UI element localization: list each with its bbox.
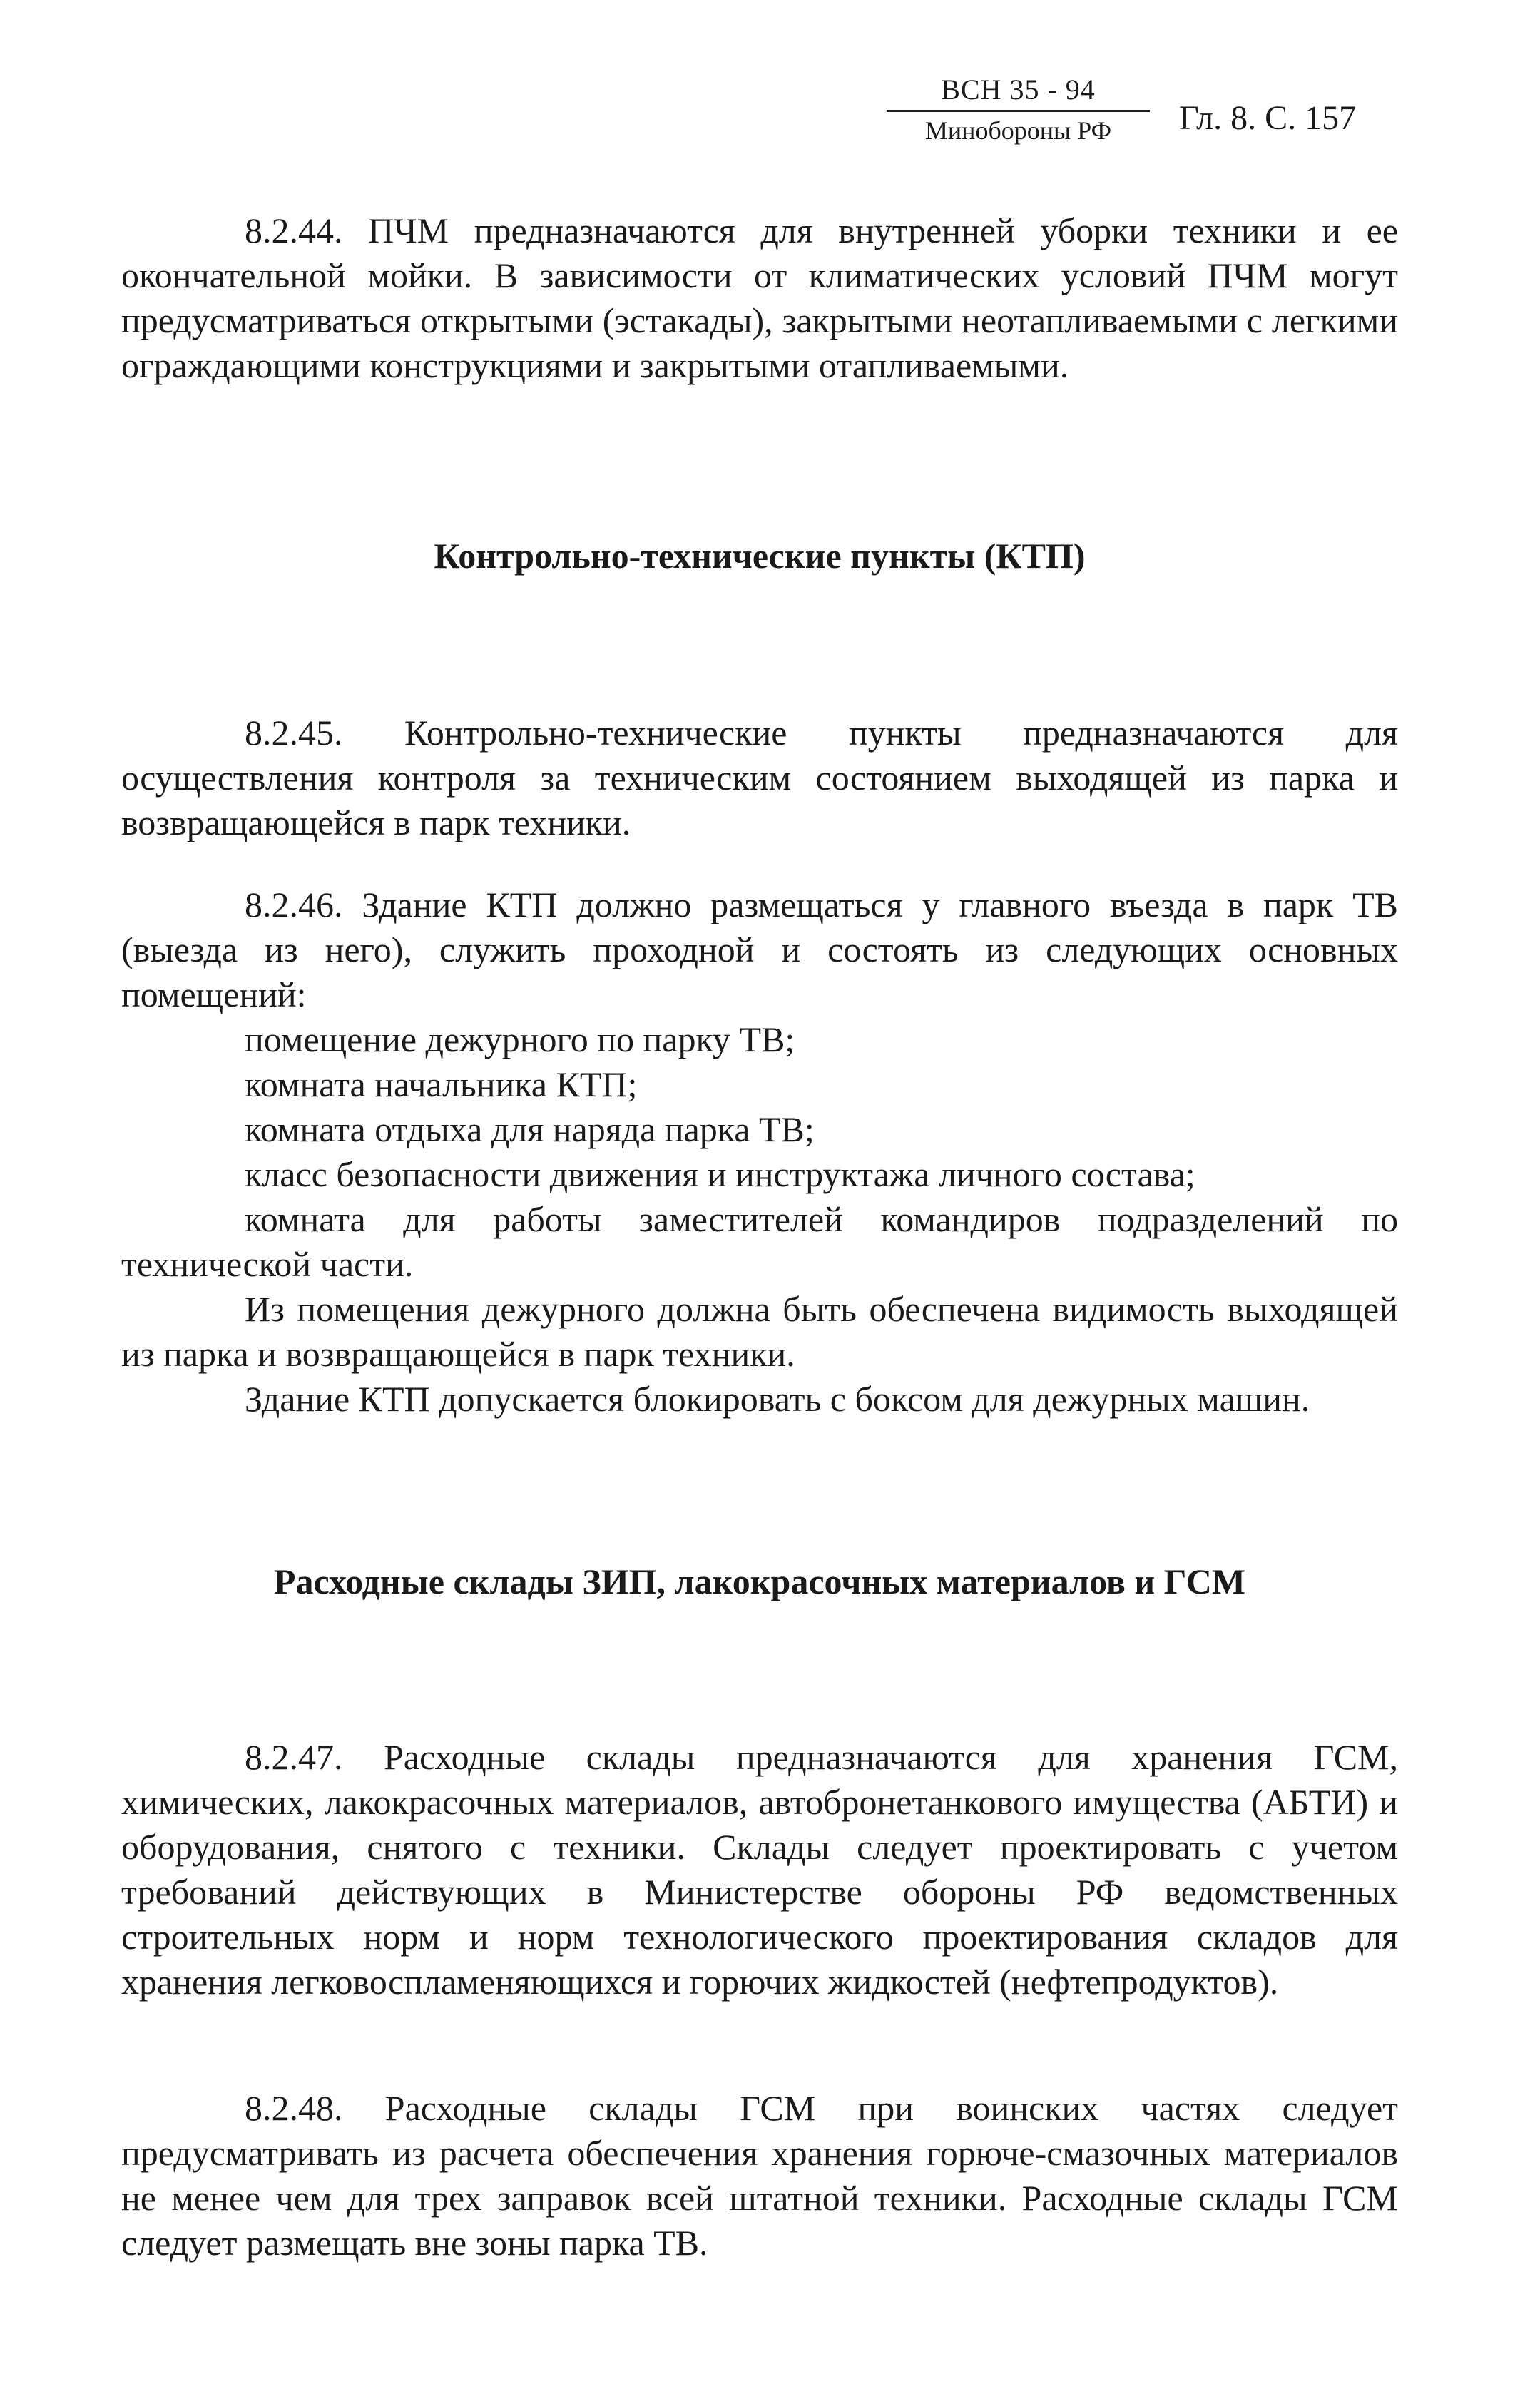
paragraph-8-2-44: 8.2.44. ПЧМ предназначаются для внутренней уборки техники и ее окончательной мойки. В зависимости от климатических условий ПЧМ могут предусматриваться открытыми (эстакады), закрытыми неотапливаемыми с легкими ограждающими конструкциями и закрытыми отапливаемыми.: [121, 210, 1398, 385]
room-item-last: комната для работы заместителей командиров подразделений по технической части.: [121, 1199, 1398, 1284]
room-item: комната начальника КТП;: [245, 1064, 638, 1104]
section-8-2-48: [121, 2086, 1398, 2266]
document-code: [881, 71, 1156, 148]
section-8-2-44: [121, 208, 1398, 388]
header-divider: [887, 110, 1150, 112]
page-header: [881, 71, 1494, 171]
paragraph-ktp-block: Здание КТП допускается блокировать с боксом для дежурных машин.: [245, 1379, 1310, 1419]
section-8-2-47: [121, 1735, 1398, 2005]
section-8-2-45: [121, 710, 1398, 845]
section-8-2-46: [121, 882, 1398, 1422]
heading-ktp: Контрольно-технические пункты (КТП): [434, 536, 1086, 576]
room-item: комната отдыха для наряда парка ТВ;: [245, 1109, 815, 1149]
document-code-number: ВСН 35 - 94: [941, 73, 1096, 106]
heading-warehouses: Расходные склады ЗИП, лакокрасочных материалов и ГСМ: [273, 1562, 1246, 1601]
chapter-page-number: Гл. 8. С. 157: [1179, 99, 1357, 137]
paragraph-visibility: Из помещения дежурного должна быть обеспечена видимость выходящей из парка и возвращающейся в парк техники.: [121, 1289, 1398, 1374]
paragraph-8-2-48: 8.2.48. Расходные склады ГСМ при воинских частях следует предусматривать из расчета обеспечения хранения горюче-смазочных материалов не менее чем для трех заправок всей штатной техники. Расходные склады ГСМ следует размещать вне зоны парка ТВ.: [121, 2088, 1398, 2263]
paragraph-8-2-46: 8.2.46. Здание КТП должно размещаться у главного въезда в парк ТВ (выезда из него), служить проходной и состоять из следующих основных помещений:: [121, 885, 1398, 1014]
room-item: класс безопасности движения и инструктажа личного состава;: [245, 1154, 1195, 1194]
paragraph-8-2-45: 8.2.45. Контрольно-технические пункты предназначаются для осуществления контроля за техническим состоянием выходящей из парка и возвращающейся в парк техники.: [121, 713, 1398, 842]
paragraph-8-2-47: 8.2.47. Расходные склады предназначаются для хранения ГСМ, химических, лакокрасочных материалов, автобронетанкового имущества (АБТИ) и оборудования, снятого с техники. Склады следует проектировать с учетом требований действующих в Министерстве обороны РФ ведомственных строительных норм и норм технологического проектирования складов для хранения легковоспламеняющихся и горючих жидкостей (нефтепродуктов).: [121, 1737, 1398, 2002]
document-issuer: Минобороны РФ: [924, 116, 1112, 145]
room-item: помещение дежурного по парку ТВ;: [245, 1019, 795, 1059]
